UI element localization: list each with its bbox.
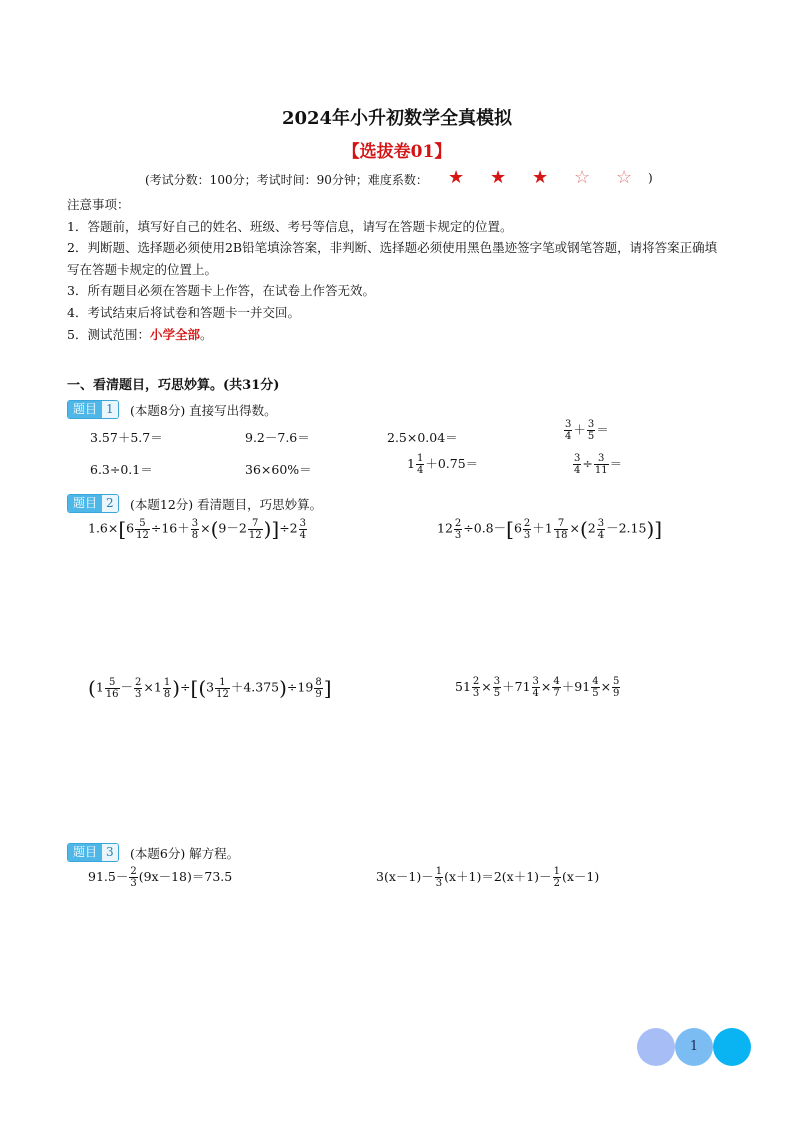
calc-item-frac: $\frac{3}{4}$ ＋ $\frac{3}{5}$ ＝ [565,419,609,442]
page-title: 2024年小升初数学全真模拟 [281,108,513,129]
filled-star-icon: ★ [490,167,507,188]
calc-item-mixed: 1 $\frac{1}{4}$ ＋0.75＝ [407,453,479,476]
section-title: 一、看清题目，巧思妙算。(共31分) [67,378,280,393]
page-number-badge [637,1028,752,1066]
question-desc: (本题8分) 直接写出得数。 [130,403,277,418]
question-tag: 题目 3 [67,843,119,862]
calc-item: 9.2－7.6＝ [245,430,310,445]
scope-value: 小学全部 [149,326,200,342]
empty-star-icon: ☆ [616,167,633,188]
math-expression: 1.6×[6 $\frac{5}{12}$ ÷16＋ $\frac{3}{8}$ ×(9－2 $\frac{7}{12}$ )]÷2 $\frac{3}{4}$ [88,517,306,541]
notes-heading: 注意事项： [67,197,130,212]
note-item: 3．所有题目必须在答题卡上作答，在试卷上作答无效。 [67,283,375,299]
note-item: 1．答题前，填写好自己的姓名、班级、考号等信息，请写在答题卡规定的位置。 [67,218,513,234]
math-expression: 12 $\frac{2}{3}$ ÷0.8－[6 $\frac{2}{3}$ ＋1 $\frac{7}{18}$ ×(2 $\frac{3}{4}$ －2.15)] [437,517,663,541]
question-tag: 题目 1 [67,400,119,419]
notes-block [67,194,727,345]
question-tag: 题目 2 [67,494,119,513]
empty-star-icon: ☆ [574,167,591,188]
calc-item: 2.5×0.04＝ [387,430,458,445]
exam-meta: (考试分数：100分；考试时间：90分钟；难度系数： [145,173,428,187]
note-item: 2．判断题、选择题必须使用2B铅笔填涂答案，非判断、选择题必须使用黑色墨迹签字笔或钢笔答题，请将答案正确填写在答题卡规定的位置上。 [67,240,718,277]
math-expression: 51 $\frac{2}{3}$ × $\frac{3}{5}$ ＋71 $\frac{3}{4}$ × $\frac{4}{7}$ ＋91 $\frac{4}{5}$ × $\frac{5}{9}$ [455,676,620,699]
filled-star-icon: ★ [448,167,465,188]
note-item-scope: 5．测试范围：小学全部。 [67,326,213,342]
equation: 91.5－ $\frac{2}{3}$ (9x－18)＝73.5 [88,866,233,889]
calc-item-frac: $\frac{3}{4}$ ÷ $\frac{3}{11}$ ＝ [574,453,623,476]
calc-item: 6.3÷0.1＝ [90,462,153,477]
question-desc: (本题12分) 看清题目，巧思妙算。 [130,497,323,512]
badge-circle [637,1028,675,1066]
exam-meta-close: ) [648,171,653,185]
calc-item: 3.57＋5.7＝ [90,430,163,445]
math-expression: (1 $\frac{5}{16}$ － $\frac{2}{3}$ ×1 $\frac{1}{8}$ )÷[(3 $\frac{1}{12}$ ＋4.375)÷19 $\frac{8}{9}$ ] [88,676,332,700]
question-desc: (本题6分) 解方程。 [130,846,240,861]
calc-item: 36×60%＝ [245,462,312,477]
note-item: 4．考试结束后将试卷和答题卡一并交回。 [67,304,300,320]
page-number: 1 [689,1039,699,1054]
filled-star-icon: ★ [532,167,549,188]
paper-subtitle: 【选拔卷01】 [342,142,452,162]
equation: 3(x－1)－ $\frac{1}{3}$ (x＋1)＝2(x＋1)－ $\frac{1}{2}$ (x－1) [376,866,600,889]
badge-circle [713,1028,751,1066]
